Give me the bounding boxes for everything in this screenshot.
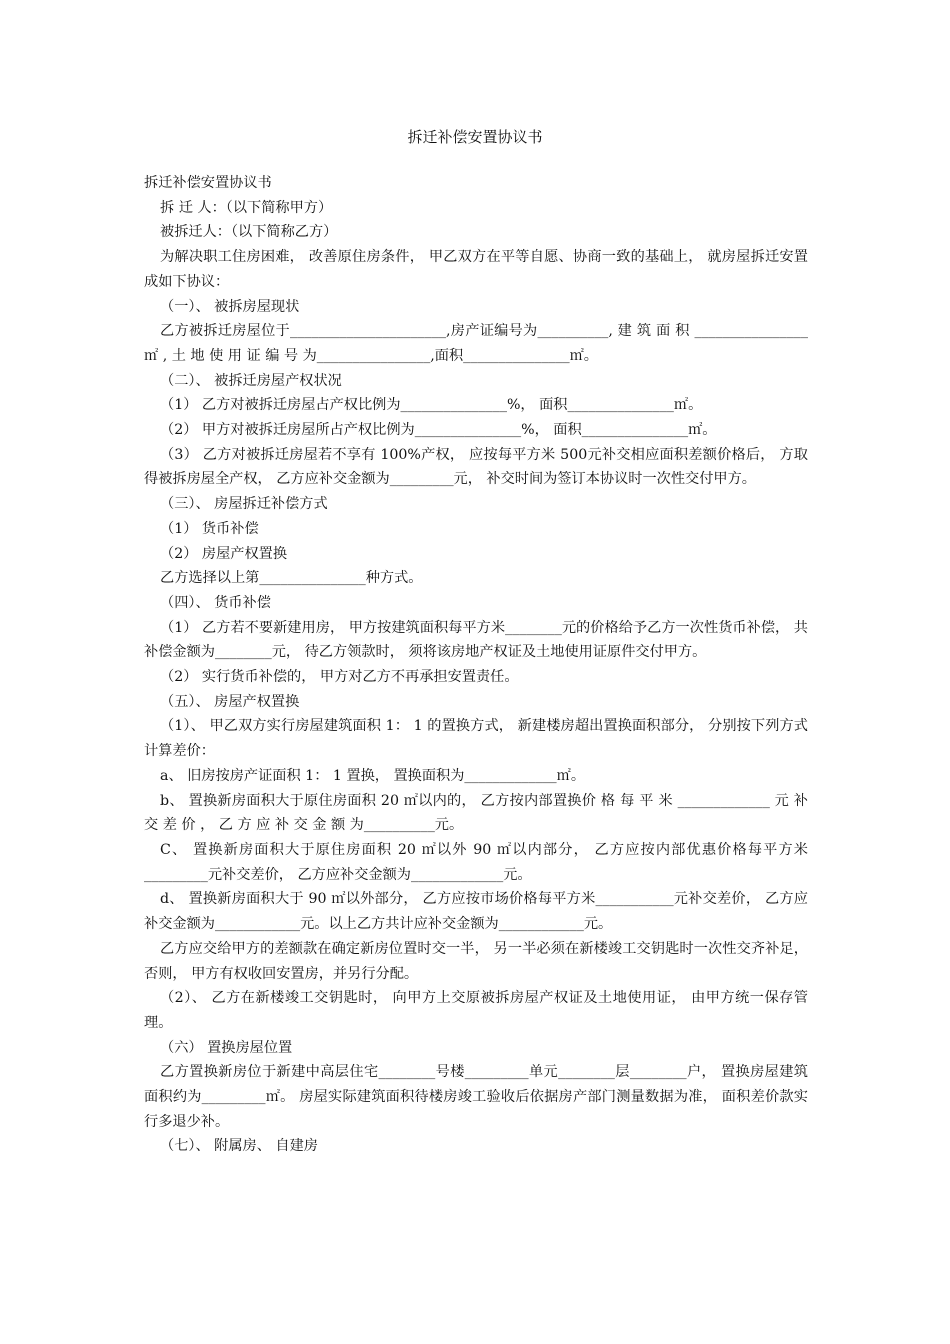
document-title: 拆迁补偿安置协议书 (407, 128, 543, 146)
paragraph: （2） 甲方对被拆迁房屋所占产权比例为_______________%， 面积_______________㎡。 (160, 422, 717, 439)
paragraph: （1） 乙方若不要新建用房， 甲方按建筑面积每平方米________元的价格给予乙方一次性货币补偿， 共补偿金额为________元， 待乙方领款时， 须将该房地产权证及土地使用证原件交付甲方。 (144, 619, 808, 661)
paragraph: 拆迁补偿安置协议书 (144, 175, 272, 191)
paragraph: （1） 货币补偿 (160, 520, 259, 537)
paragraph: （2） 房屋产权置换 (160, 545, 288, 562)
paragraph: b、 置换新房面积大于原住房面积 20 ㎡以内的， 乙方按内部置换价 格 每 平 米 _____________ 元 补 交 差 价 ， 乙 方 应 补 交 金 额 为__________元。 (144, 792, 808, 834)
paragraph: （1）、 甲乙双方实行房屋建筑面积 1： 1 的置换方式， 新建楼房超出置换面积部分， 分别按下列方式计算差价： (144, 718, 808, 760)
paragraph: （二）、 被拆迁房屋产权状况 (160, 372, 342, 389)
paragraph: （六） 置换房屋位置 (160, 1039, 293, 1056)
paragraph: 为解决职工住房困难， 改善原住房条件， 甲乙双方在平等自愿、协商一致的基础上， 就房屋拆迁安置成如下协议： (144, 249, 808, 290)
paragraph: （四）、 货币补偿 (160, 594, 271, 611)
paragraph: （五）、 房屋产权置换 (160, 693, 300, 710)
paragraph: （2）、 乙方在新楼竣工交钥匙时， 向甲方上交原被拆房屋产权证及土地使用证， 由甲方统一保存管理。 (144, 990, 808, 1031)
paragraph: （3） 乙方对被拆迁房屋若不享有 100%产权， 应按每平方米 500元补交相应面积差额价格后， 方取得被拆房屋全产权， 乙方应补交金额为_________元， 补交时间为签订本协议时一次性交付甲方。 (144, 446, 808, 488)
paragraph: （2） 实行货币补偿的， 甲方对乙方不再承担安置责任。 (160, 669, 519, 686)
paragraph: （三）、 房屋拆迁补偿方式 (160, 496, 328, 513)
paragraph: 乙方应交给甲方的差额款在确定新房位置时交一半， 另一半必须在新楼竣工交钥匙时一次性交齐补足， 否则， 甲方有权收回安置房，并另行分配。 (144, 940, 808, 982)
paragraph: 乙方置换新房位于新建中高层住宅________号楼_________单元________层________户， 置换房屋建筑面积约为_________㎡。 房屋实际建筑面积待楼房竣工验收后依据房产部门测量数据为准， 面积差价款实行多退少补。 (144, 1064, 808, 1130)
paragraph: （1） 乙方对被拆迁房屋占产权比例为_______________%， 面积_______________㎡。 (160, 397, 703, 414)
document-body (144, 171, 808, 1159)
paragraph: 被拆迁人：（以下简称乙方） (160, 224, 338, 241)
paragraph: （七）、 附属房、 自建房 (160, 1138, 318, 1155)
paragraph: 乙方选择以上第_______________种方式。 (160, 570, 423, 587)
paragraph: C、 置换新房面积大于原住房面积 20 ㎡以外 90 ㎡以内部分， 乙方应按内部优惠价格每平方米_________元补交差价， 乙方应补交金额为_____________元。 (144, 841, 808, 883)
paragraph: （一）、 被拆房屋现状 (160, 298, 300, 315)
paragraph: d、 置换新房面积大于 90 ㎡以外部分， 乙方应按市场价格每平方米___________元补交差价， 乙方应补交金额为____________元。以上乙方共计应补交金额为____________元。 (144, 891, 808, 933)
paragraph: 乙方被拆迁房屋位于______________________,房产证编号为__________, 建 筑 面 积 ________________ ㎡ , 土 地 使 用 证 编 号 为________________,面积_______________㎡。 (144, 323, 808, 364)
paragraph: 拆 迁 人：（以下简称甲方） (160, 199, 333, 216)
paragraph: a、 旧房按房产证面积 1： 1 置换， 置换面积为_____________㎡。 (160, 767, 586, 784)
